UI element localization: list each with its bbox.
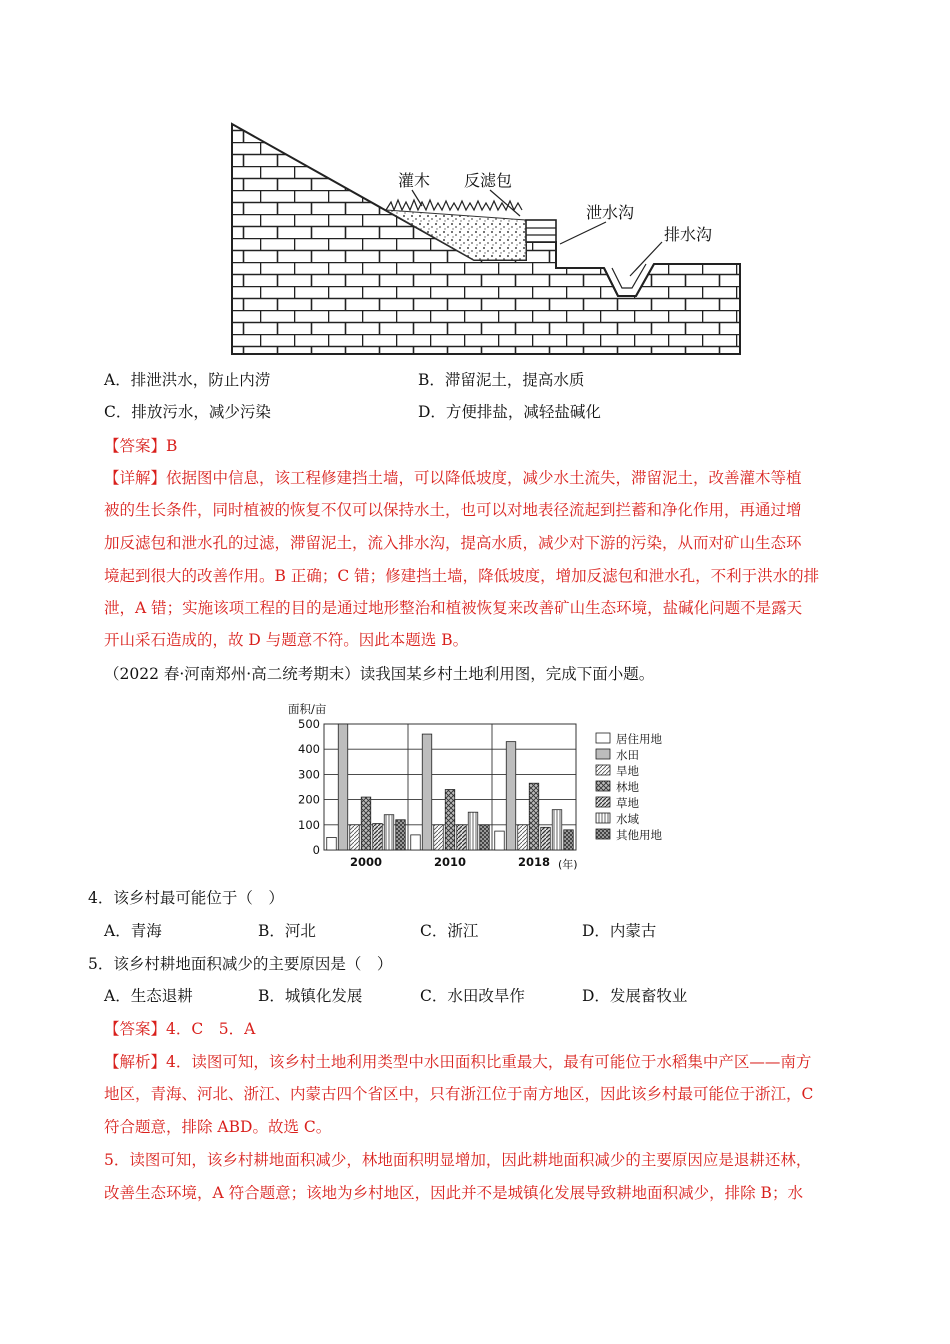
y-tick-label: 500 [298,717,320,731]
x-axis-label: (年) [558,858,578,871]
legend-swatch [596,765,610,775]
option-D[interactable]: D．方便排盐，减轻盐碱化 [418,403,601,421]
section-intro: （2022 春·河南郑州·高二统考期末）读我国某乡村土地利用图，完成下面小题。 [104,665,655,683]
legend-label: 旱地 [616,764,639,778]
legend-swatch [596,733,610,743]
label-weep-channel: 泄水沟 [586,203,635,222]
explanation-line: 泄，A 错；实施该项工程的目的是通过地形整治和植被恢复来改善矿山生态环境，盐碱化问题不是露天 [104,599,803,617]
bar [411,835,421,850]
explanation-line: 开山采石造成的，故 D 与题意不符。因此本题选 B。 [104,631,469,649]
y-tick-label: 100 [298,817,320,832]
bar [327,837,337,850]
option-B[interactable]: B．滞留泥土，提高水质 [418,371,585,389]
analysis-line: 改善生态环境，A 符合题意；该地为乡村地区，因此并不是城镇化发展导致耕地面积减少，排除 B；水 [104,1184,803,1202]
x-tick-label: 2010 [433,855,467,869]
y-tick-label: 0 [312,843,320,857]
bar [506,742,516,850]
q4-option-B[interactable]: B．河北 [258,922,316,940]
filter-bag [526,220,556,242]
option-A[interactable]: A．排泄洪水，防止内涝 [104,371,271,389]
analysis-line: 5．读图可知，该乡村耕地面积减少，林地面积明显增加，因此耕地面积减少的主要原因应是退耕还林， [104,1151,812,1169]
shrub-drawing [386,200,522,210]
q4-option-C[interactable]: C．浙江 [420,922,479,940]
q5-option-B[interactable]: B．城镇化发展 [258,987,363,1005]
land-use-bar-chart [286,698,706,876]
explanation-line: 境起到很大的改善作用。B 正确；C 错；修建挡土墙，降低坡度，增加反滤包和泄水孔，不利于洪水的排 [104,567,820,585]
analysis-line: 【解析】4．读图可知，该乡村土地利用类型中水田面积比重最大，最有可能位于水稻集中产区——南方 [104,1053,812,1071]
bar [468,812,478,850]
bar [396,820,406,850]
bar [338,724,348,850]
bar [518,825,528,850]
analysis-line: 符合题意，排除 ABD。故选 C。 [104,1118,332,1136]
analysis-line: 地区，青海、河北、浙江、内蒙古四个省区中，只有浙江位于南方地区，因此该乡村最可能位于浙江，C [104,1085,814,1103]
label-drain-ditch: 排水沟 [664,225,713,244]
question-5-stem: 5．该乡村耕地面积减少的主要原因是（ ） [88,955,393,973]
bar [350,825,360,850]
bar [552,810,562,850]
explanation-line: 加反滤包和泄水孔的过滤，滞留泥土，流入排水沟，提高水质，减少对下游的污染，从而对矿山生态环 [104,534,802,552]
bar [445,790,455,850]
legend-label: 居住用地 [616,732,662,746]
chart-legend [596,732,662,842]
bar [384,815,394,850]
bar [373,824,383,850]
q5-option-D[interactable]: D．发展畜牧业 [582,987,688,1005]
chart-bars [327,724,574,850]
x-tick-label: 2018 [517,855,551,869]
retaining-wall-diagram [226,118,742,358]
bar [529,783,539,850]
bar [480,825,490,850]
bar [564,830,574,850]
bar [361,797,371,850]
q4-option-A[interactable]: A．青海 [104,922,162,940]
y-tick-label: 400 [298,742,320,757]
answer-4-5: 【答案】4．C 5．A [104,1020,256,1038]
q5-option-A[interactable]: A．生态退耕 [104,987,193,1005]
label-shrub: 灌木 [398,171,431,190]
bar [422,734,432,850]
option-C[interactable]: C．排放污水，减少污染 [104,403,271,421]
legend-swatch [596,749,610,759]
bar [541,827,551,850]
explanation-line: 被的生长条件，同时植被的恢复不仅可以保持水土，也可以对地表径流起到拦蓄和净化作用，再通过增 [104,501,802,519]
y-axis-label: 面积/亩 [288,702,327,716]
y-tick-labels [298,717,320,857]
legend-label: 其他用地 [616,828,662,842]
bar [434,825,444,850]
q4-option-D[interactable]: D．内蒙古 [582,922,657,940]
question-4-stem: 4．该乡村最可能位于（ ） [88,889,284,907]
legend-swatch [596,813,610,823]
answer-prev: 【答案】B [104,437,178,455]
explanation-line: 【详解】依据图中信息，该工程修建挡土墙，可以降低坡度，减少水土流失，滞留泥土，改善灌木等植 [104,469,802,487]
y-tick-label: 300 [298,767,320,782]
y-tick-label: 200 [298,792,320,807]
legend-label: 水域 [616,812,639,826]
legend-swatch [596,829,610,839]
legend-label: 草地 [616,796,639,810]
bar [495,831,505,850]
label-filter-bag: 反滤包 [464,171,513,190]
legend-label: 水田 [616,748,639,762]
bar [457,825,467,850]
x-tick-label: 2000 [349,855,383,869]
legend-label: 林地 [616,780,639,794]
x-tick-labels [350,855,550,869]
legend-swatch [596,797,610,807]
q5-option-C[interactable]: C．水田改旱作 [420,987,525,1005]
legend-swatch [596,781,610,791]
